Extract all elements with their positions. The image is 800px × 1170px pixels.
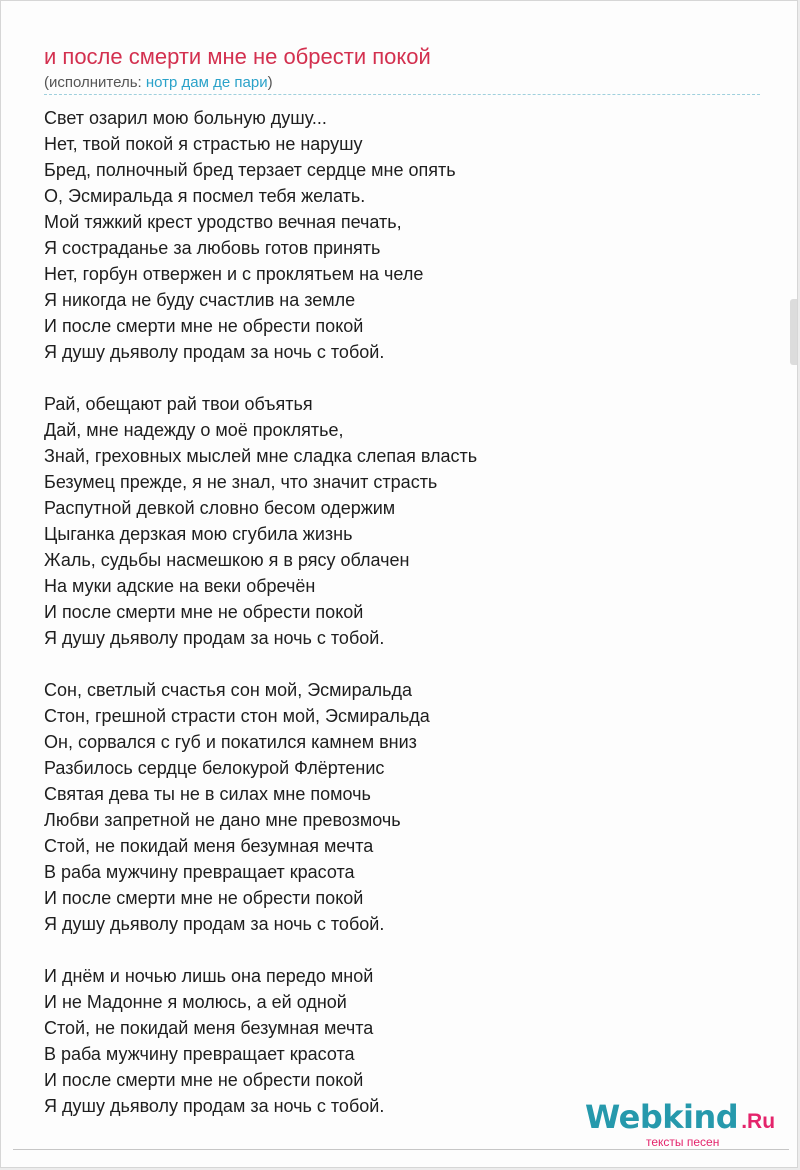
lyric-line: О, Эсмиральда я посмел тебя желать. <box>44 186 366 206</box>
footer-divider <box>13 1149 789 1150</box>
stanza <box>44 677 764 937</box>
lyric-line: На муки адские на веки обречён <box>44 576 316 596</box>
lyric-line: Я душу дьяволу продам за ночь с тобой. <box>44 914 385 934</box>
song-title: и после смерти мне не обрести покой <box>44 44 431 69</box>
lyric-line: Бред, полночный бред терзает сердце мне опять <box>44 160 456 180</box>
lyrics-body <box>44 105 764 1145</box>
logo-tagline: тексты песен <box>646 1135 720 1149</box>
lyric-line: Жаль, судьбы насмешкою я в рясу облачен <box>44 550 410 570</box>
lyric-line: Я состраданье за любовь готов принять <box>44 238 381 258</box>
lyric-line: Рай, обещают рай твои объятья <box>44 394 313 414</box>
lyric-line: И после смерти мне не обрести покой <box>44 316 364 336</box>
lyric-line: В раба мужчину превращает красота <box>44 1044 355 1064</box>
artist-line <box>44 74 273 91</box>
title-divider <box>44 94 760 95</box>
lyric-line: Стой, не покидай меня безумная мечта <box>44 836 374 856</box>
lyric-line: Распутной девкой словно бесом одержим <box>44 498 396 518</box>
lyric-line: И не Мадонне я молюсь, а ей одной <box>44 992 347 1012</box>
lyric-line: Я душу дьяволу продам за ночь с тобой. <box>44 342 385 362</box>
stanza <box>44 963 764 1119</box>
lyric-line: И после смерти мне не обрести покой <box>44 1070 364 1090</box>
lyric-line: Я душу дьяволу продам за ночь с тобой. <box>44 628 385 648</box>
scroll-handle[interactable] <box>790 299 797 365</box>
artist-suffix: ) <box>267 74 273 91</box>
stanza <box>44 105 764 365</box>
logo-name: Webkind <box>585 1098 739 1136</box>
lyric-line: Он, сорвался с губ и покатился камнем вниз <box>44 732 417 752</box>
lyric-line: Сон, светлый счастья сон мой, Эсмиральда <box>44 680 413 700</box>
lyric-line: Я никогда не буду счастлив на земле <box>44 290 356 310</box>
lyric-line: Стой, не покидай меня безумная мечта <box>44 1018 374 1038</box>
lyric-line: Знай, греховных мыслей мне сладка слепая власть <box>44 446 478 466</box>
stanza <box>44 391 764 651</box>
lyric-line: И после смерти мне не обрести покой <box>44 888 364 908</box>
lyric-line: Любви запретной не дано мне превозмочь <box>44 810 401 830</box>
lyric-line: Мой тяжкий крест уродство вечная печать, <box>44 212 402 232</box>
lyric-line: Свет озарил мою больную душу... <box>44 108 327 128</box>
lyric-line: Нет, горбун отвержен и с проклятьем на челе <box>44 264 424 284</box>
lyric-line: Стон, грешной страсти стон мой, Эсмиральда <box>44 706 430 726</box>
artist-link[interactable]: нотр дам де пари <box>145 74 268 91</box>
lyric-line: Безумец прежде, я не знал, что значит страсть <box>44 472 438 492</box>
lyric-line: Цыганка дерзкая мою сгубила жизнь <box>44 524 353 544</box>
lyric-line: И днём и ночью лишь она передо мной <box>44 966 374 986</box>
lyric-line: Дай, мне надежду о моё проклятье, <box>44 420 344 440</box>
lyric-line: В раба мужчину превращает красота <box>44 862 355 882</box>
site-logo[interactable] <box>585 1098 776 1136</box>
lyric-line: Разбилось сердце белокурой Флёртенис <box>44 758 385 778</box>
lyric-line: И после смерти мне не обрести покой <box>44 602 364 622</box>
logo-tld: .Ru <box>741 1110 776 1133</box>
lyric-line: Святая дева ты не в силах мне помочь <box>44 784 371 804</box>
artist-prefix: (исполнитель: <box>44 74 146 91</box>
lyric-line: Нет, твой покой я страстью не нарушу <box>44 134 363 154</box>
lyric-line: Я душу дьяволу продам за ночь с тобой. <box>44 1096 385 1116</box>
